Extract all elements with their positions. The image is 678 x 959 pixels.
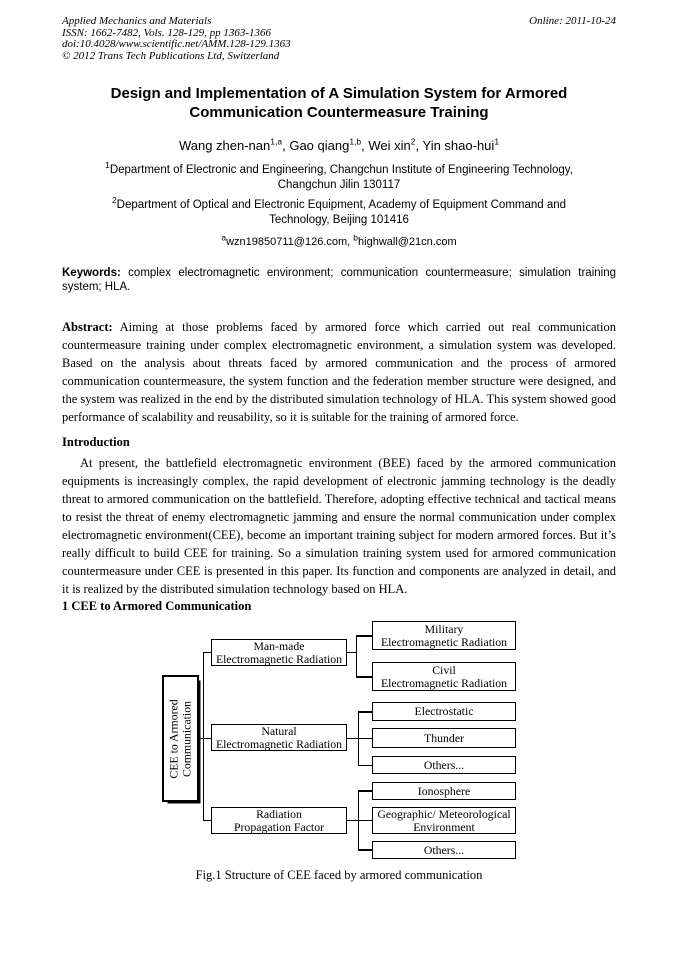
figure-box-man-made: Man-made Electromagnetic Radiation: [211, 639, 347, 666]
authors-line: [62, 137, 616, 154]
paper-title-line-1: Design and Implementation of A Simulation System for Armored: [110, 85, 568, 103]
figure-box-ionosphere: Ionosphere: [372, 782, 516, 800]
abstract-label: Abstract:: [62, 320, 113, 335]
author-2: Gao qiang$^{1,b}$,: [289, 137, 369, 154]
keywords-label: Keywords:: [62, 267, 121, 280]
connector-line: [358, 849, 372, 851]
section-heading-introduction: Introduction: [62, 435, 130, 450]
figure-box-others-radiation: Others...: [372, 841, 516, 859]
connector-line: [356, 635, 358, 677]
journal-header: [62, 16, 616, 62]
connector-line: [358, 711, 372, 713]
affiliation-2: $^2$Department of Optical and Electronic Equipment, Academy of Equipment Command and Technology, Beijing 101416: [111, 195, 567, 227]
doi-line: doi:10.4028/www.scientific.net/AMM.128-129.1363: [62, 38, 291, 51]
affiliation-1: $^1$Department of Electronic and Engineering, Changchun Institute of Engineering Technology, Changchun Jilin 130117: [105, 160, 573, 192]
figure-box-radiation-propagation: Radiation Propagation Factor: [211, 807, 347, 834]
figure-box-civil: Civil Electromagnetic Radiation: [372, 662, 516, 691]
email-1: wzn19850711@126.com: [226, 236, 348, 249]
abstract-block: [62, 318, 616, 426]
connector-line: [356, 676, 372, 678]
keywords-text: complex electromagnetic environment; communication countermeasure; simulation training system; HLA.: [62, 267, 616, 293]
connector-line: [356, 635, 372, 637]
section-heading-1: 1 CEE to Armored Communication: [62, 599, 252, 614]
copyright-line: © 2012 Trans Tech Publications Ltd, Switzerland: [62, 49, 280, 62]
email-2: highwall@21cn.com: [358, 236, 457, 249]
figure-box-geographic-meteorological: Geographic/ Meteorological Environment: [372, 807, 516, 834]
connector-line: [358, 765, 372, 767]
figure-box-others-natural: Others...: [372, 756, 516, 774]
introduction-paragraph: At present, the battlefield electromagnetic environment (BEE) faced by the armored communication equipments is increasingly complex, the rapid development of electronic jamming technology is the deadly threat to armored communication on the battlefield. Therefore, adopting effective technical and tactical means to resist the threat of enemy electromagnetic jamming and ensure the normal communication under complex electromagnetic environment(CEE), become an important training subject for modern armored forces. But it’s really difficult to build CEE for training. So a simulation training system used for armored communication countermeasure under CEE is presented in this paper. Its function and components are analyzed in detail, and it is realized by the distributed simulation technology based on HLA.: [62, 456, 616, 597]
author-4: Yin shao-hui$^1$: [422, 137, 500, 154]
connector-line: [203, 738, 212, 740]
paper-title-line-2: Communication Countermeasure Training: [189, 104, 489, 122]
figure-box-electrostatic: Electrostatic: [372, 702, 516, 721]
figure-box-root-text: CEE to Armored Communication: [166, 699, 194, 779]
figure-caption: Fig.1 Structure of CEE faced by armored communication: [195, 868, 483, 883]
abstract-text: Aiming at those problems faced by armored force which carried out real communication countermeasure training under complex electromagnetic environment, a simulation system was developed. Based on the analysis about threats faced by armored communication and the process of armored communication countermeasure, the system function and the federation member structure were designed, and the system was realized in the end by the distributed simulation technology of HLA. This system showed good performance of scalability and reusability, so it is suitable for the training of armored force.: [62, 320, 616, 425]
figure-box-root-cee: [162, 675, 199, 802]
issn-line: ISSN: 1662-7482, Vols. 128-129, pp 1363-1366: [62, 26, 271, 39]
figure-1-diagram: [62, 620, 616, 860]
keywords-block: [62, 267, 616, 294]
emails-line: $^a$wzn19850711@126.com, $^b$highwall@21cn.com: [221, 232, 457, 249]
author-3: Wei xin$^2$,: [368, 137, 423, 154]
figure-box-thunder: Thunder: [372, 728, 516, 748]
connector-line: [203, 820, 212, 822]
paper-title: [62, 84, 616, 122]
online-date: Online: 2011-10-24: [529, 15, 616, 27]
figure-box-natural: Natural Electromagnetic Radiation: [211, 724, 347, 751]
connector-line: [358, 738, 372, 740]
connector-line: [358, 820, 372, 822]
figure-box-military: Military Electromagnetic Radiation: [372, 621, 516, 650]
connector-line: [203, 652, 212, 654]
journal-name: Applied Mechanics and Materials: [62, 15, 212, 27]
connector-line: [358, 790, 372, 792]
author-1: Wang zhen-nan$^{1,a}$,: [178, 137, 290, 154]
